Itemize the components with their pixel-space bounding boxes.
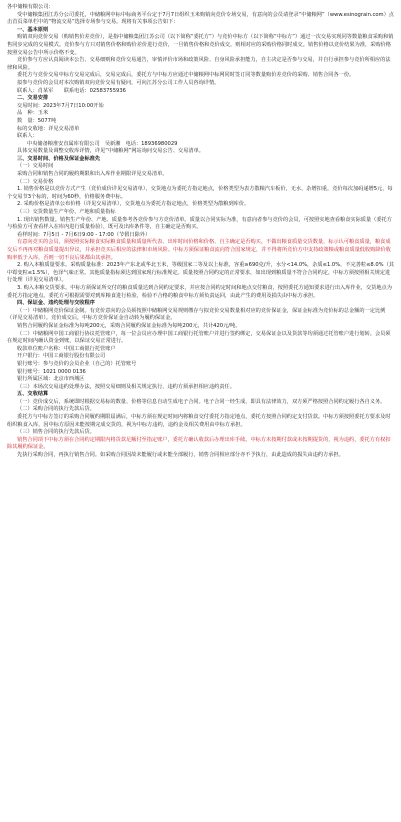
account-region: 银行所属区域：北京市西城区 xyxy=(17,376,85,383)
paragraph: 委托方与竞价交易中标方交易完成后，交易完成后，委托方与中标方应通过中储粮网中标网同时签订同等数量购价差竞价的采购、销售合同各一份。 xyxy=(17,72,355,79)
paragraph: 3. 购入本粮交货要求。中标方须保证所交付的粮食质量达到合同约定要求，并应按合同约定时间和地点交付粮食，按照委托方通知要求进行出入库作业，交货地点为委托方指定地点。委托方可根据需要对到库粮食进行检验，检验不合格的粮食中标方须负责运回，由此产生的费用及损失由中标方承担。 xyxy=(7,284,392,299)
paragraph-highlight: 有意向竞买的会员，须按照实际粮食实际粮食质量和质量所代表、出库时间价格和价格、自主确定是否购买。不做出粮食质量交货数量，标示认可粮食质量，粮食成交后不再再对粮食质量提出异议，并承担竞买后相应的法律和市场风险。中标方须保证粮食流向符合国家规定，并不得将所竞价方中支持政策粮或粮食质量低收购降价收购率低于入库，否则一切不良后果都由其承担。 xyxy=(7,239,391,261)
sub-heading: （一）交易时间 xyxy=(17,163,54,170)
trade-quantity: 数 量：5077吨 xyxy=(17,117,57,124)
sub-heading: （二）采购合同的执行先款后货。 xyxy=(17,406,95,413)
trade-variety: 品 种：玉米 xyxy=(17,110,49,117)
trade-time: 交易时间：2023年7月7日10:00开始 xyxy=(17,102,104,109)
section-title: 四、保证金、违约处理与交收程序 xyxy=(17,300,95,307)
account-number-desc: 银行账号：参与竞价的会员企业（自己的）托管账号 xyxy=(17,360,137,367)
intro-paragraph: 受中储粮集团江苏分公司委托，中储粮网中标中标商务平台定于7月7日组织玉米购销向竞价专场交易，有意向的会员请登录“中储粮网”（www.esinograin.com）点击首页菜单栏中的“物流交易”选择专场参与交易。现将有关事项公告如下： xyxy=(7,11,394,26)
section-title: 二、交易安排 xyxy=(17,95,49,102)
paragraph: （一）中储粮网竞价保证金制。有竞价意向的会员须按照中储粮网交易规则缴存与拟竞价交易数量相对应的竞价保证金，保证金标准为竞价标的总金额的一定比例（详见交易清单）。竞价成交后，中标方竞价保证金自动转为履约保证金。 xyxy=(7,307,386,322)
paragraph: （三）本场次交易违约处理办法，按照交易细则及相关规定执行，违约方须承担相应违约责任。 xyxy=(17,383,235,390)
section-time-price-deposit xyxy=(7,156,394,232)
sub-heading: （二）交易价格 xyxy=(17,178,54,185)
paragraph: 销售合同履约保证金标准为每吨200元，采购合同履约保证金标准为每吨200元，共计420元/吨。 xyxy=(17,322,241,329)
section-title: 三、交易时间、价格及保证金标准先 xyxy=(17,155,101,162)
contact-entry: 中央储备粮淮安直属库有限公司 吴新湘 电话：18936980029 xyxy=(27,140,178,147)
section-basic-principles xyxy=(7,27,394,95)
paragraph-highlight: 委托方与中标方签订的采购合同履约期限届满后，中标方须在规定时间内将粮食交付委托方指定地点，委托方按照合同约定支付货款。中标方须按照委托方要求及时组织粮食入库，因中标方原因未能按期完成交货的，视为中标方违约，违约金及相关费用由中标方承担。 xyxy=(7,414,391,428)
paragraph: 竞价参与方应认真阅读本公告、交易细则和竞价交易通告，审慎评价市场和政策风险、自身风险承担能力，自主决定是否参与交易，并自行承担参与竞价所相应的法律和风险。 xyxy=(7,57,391,71)
paragraph: （一）竞价成交后，系统即时根据交易标的数量、价格等信息自动生成电子合同。电子合同一经生成，即具有法律效力，双方须严格按照合同约定履行各自义务。 xyxy=(17,398,386,405)
account-number: 银行账号：1021 0000 0136 xyxy=(17,368,86,375)
paragraph: 采购合同和销售合同的履约期限和出入库作业期限详见交易清单。 xyxy=(17,171,168,178)
section-settlement xyxy=(7,391,394,459)
paragraph: 购销双向竞价交易（购销售价差竞价），是指中储粮集团江苏公司（以下简称“委托方”）与竞价中标方（以下简称“中标方”）通过一次交易实现同等数量粮食采购和销售同步完成的交易模式。竞价参与方只对销售价格和购价差价进行竞价，一旦销售价格和竞价成交，则相对应的采购价格同时成交。销售价格以竞价结果为准，采购价格按照交易公告中所示价格不变。 xyxy=(7,34,394,56)
section-deposit-default xyxy=(7,300,394,391)
sub-heading: （三）交货数量生产年份、产地和质量指标 xyxy=(17,209,116,216)
sub-heading: （三）销售合同的执行先款后货。 xyxy=(17,429,95,436)
paragraph: 先执行采购合同，再执行销售合同。如采购合同因故未能履行或未能全部履行，销售合同相应部分亦不予执行，由此造成的损失由违约方承担。 xyxy=(17,452,344,459)
paragraph: 2. 购入本粮质量要求。采购质量标准：2023年产东北或华北玉米，等级国家二等及以上标准，容重≥690克/升，水分<14.0%，杂质≤1.0%，不完善粒≤8.0%（其中霉变粒≤1.5%），色泽气味正常。其他质量指标须达到国家现行标准规定。质量按照合同约定的正常要求，如出现到粮质量不符合合同约定，中标方须按照相关规定进行处理（详见交易清单）。 xyxy=(7,262,394,284)
account-name: 收款单位账户名称：中国工商银行托管账户 xyxy=(17,345,116,352)
paragraph: 2. 采购价格是清单公布价格（详见交易清单），交货地点为委托方指定地点，价格类型为散粮到库价。 xyxy=(17,201,250,208)
paragraph: 1. 销售价格是以竞价方式产生（竞价成价详见交易清单），交货地点为委托方指定地点，价格类型为表方散粮汽车板价，无水、杂增扣重。竞价每次加码递增5元，每个交易节3个标的，时间为60秒，价格服务费中标。 xyxy=(7,186,393,200)
paragraph-highlight: 销售合同项下中标方须在合同约定期限内将货款足额付至指定账户，委托方确认收款后办理出库手续。中标方未按期付款或未按期提货的，视为违约，委托方有权扣除其履约保证金。 xyxy=(7,436,391,451)
delivery-location: 标的交收地：详见交易清单 xyxy=(17,125,80,132)
section-trade-arrangement xyxy=(7,95,394,156)
inspection-time: 看样时间：7月5日 - 7月6日9:00 - 17:00（节假日除外） xyxy=(17,231,151,238)
section-title: 一、基本原则 xyxy=(17,26,49,33)
paragraph: 拟参与竞价的会员对本次购销双向竞价交易有疑问，可向江苏分公司工作人员咨询详情。 xyxy=(17,79,220,86)
paragraph: 1. 现出销售数量。销售生产年份、产地、质量参考各竞价参与方竞价清单。质量以合同实际为准，有意向者参与竞价的会员，可按照实地查看粮食实际质量（委托方与检验方可查看样入在库内进行质量检验），既可及出库条件等，自主确定是否购买。 xyxy=(7,216,392,231)
section-title: 五、交收结算 xyxy=(17,391,49,398)
section-quality xyxy=(7,232,394,300)
contact-label: 联系人： xyxy=(17,133,38,140)
contact-line: 联系人：肖某军 联系电话：02583755936 xyxy=(17,87,126,94)
account-bank: 开户银行：中国工商银行股份有限公司 xyxy=(17,353,106,360)
paragraph: 具体交易数量及调整交收库详情，详见“中储粮网”网站询问交易公告、交易清单。 xyxy=(17,148,204,155)
paragraph: （二）中储粮网中国工商银行协议托管账户，每一位会员应办理中国工商银行托管账户并进行签约绑定，交易保证金以及货款等均须通过托管账户进行划转。会员须在规定时间内确认资金到账，以保证交易正常进行。 xyxy=(7,330,391,345)
greeting: 各中储粮有限公司： xyxy=(7,4,54,10)
